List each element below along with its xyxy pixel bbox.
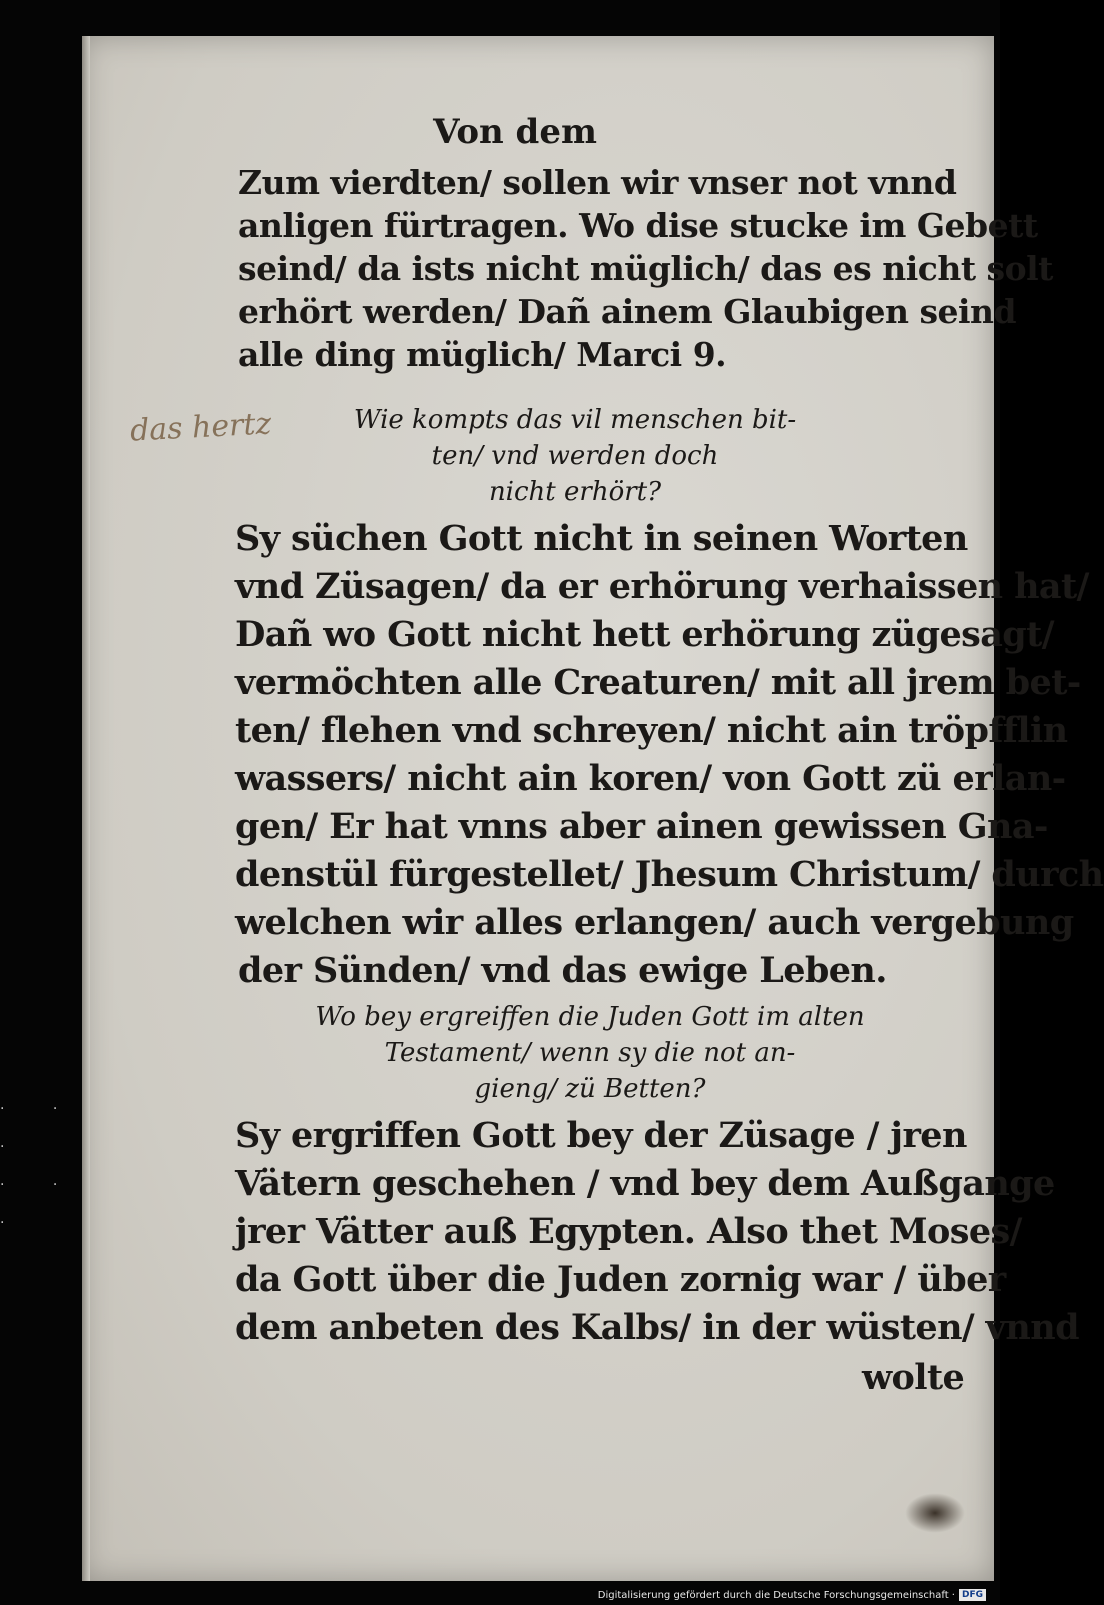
paragraph1-line: alle ding müglich/ Marci 9. <box>238 335 727 374</box>
digitization-credit <box>598 1589 986 1601</box>
paragraph2-line: welchen wir alles erlangen/ auch vergebung <box>235 902 1074 943</box>
question2-line: Wo bey ergreiffen die Juden Gott im alten <box>315 1002 865 1032</box>
paragraph2-line: gen/ Er hat vnns aber ainen gewissen Gna- <box>235 806 1048 847</box>
paragraph1-line: erhört werden/ Dañ ainem Glaubigen seind <box>238 292 1017 331</box>
paragraph2-line: wassers/ nicht ain koren/ von Gott zü erlan- <box>235 758 1066 799</box>
scan-edge-marks: · · · · · · <box>0 1101 80 1231</box>
paragraph3-line: jrer Vätter auß Egypten. Also thet Moses/ <box>235 1211 1022 1252</box>
dfg-logo-icon: DFG <box>959 1589 986 1601</box>
paragraph1-line: Zum vierdten/ sollen wir vnser not vnnd <box>238 163 957 202</box>
paragraph1-line: seind/ da ists nicht müglich/ das es nicht solt <box>238 249 1053 288</box>
paragraph2-line: denstül fürgestellet/ Jhesum Christum/ durch <box>235 854 1104 895</box>
catchword: wolte <box>862 1357 965 1398</box>
page-gutter-shadow <box>82 36 90 1581</box>
question1-line: Wie kompts das vil menschen bit- <box>353 405 797 435</box>
paragraph3-line: Vätern geschehen / vnd bey dem Außgange <box>235 1163 1055 1204</box>
ink-stain <box>905 1493 965 1533</box>
paragraph2-line: ten/ flehen vnd schreyen/ nicht ain tröpfflin <box>235 710 1068 751</box>
paragraph3-line: dem anbeten des Kalbs/ in der wüsten/ vnnd <box>235 1307 1079 1348</box>
paragraph3-line: da Gott über die Juden zornig war / über <box>235 1259 1006 1300</box>
paragraph2-line: der Sünden/ vnd das ewige Leben. <box>238 950 887 991</box>
paragraph3-line: Sy ergriffen Gott bey der Züsage / jren <box>235 1115 967 1156</box>
handwritten-margin-note: das hertz <box>129 406 273 449</box>
question1-line: ten/ vnd werden doch <box>431 441 719 471</box>
question2-line: gieng/ zü Betten? <box>474 1074 706 1104</box>
paragraph2-line: vermöchten alle Creaturen/ mit all jrem bet- <box>235 662 1081 703</box>
question2-line: Testament/ wenn sy die not an- <box>384 1038 796 1068</box>
paragraph2-line: Sy süchen Gott nicht in seinen Worten <box>235 518 968 559</box>
running-head: Von dem <box>433 112 597 152</box>
question1-line: nicht erhört? <box>488 477 662 507</box>
credit-text: Digitalisierung gefördert durch die Deutsche Forschungsgemeinschaft · <box>597 1589 955 1601</box>
paragraph2-line: vnd Züsagen/ da er erhörung verhaissen hat/ <box>235 566 1089 607</box>
paragraph2-line: Dañ wo Gott nicht hett erhörung zügesagt/ <box>235 614 1054 655</box>
paragraph1-line: anligen fürtragen. Wo dise stucke im Gebett <box>238 206 1038 245</box>
